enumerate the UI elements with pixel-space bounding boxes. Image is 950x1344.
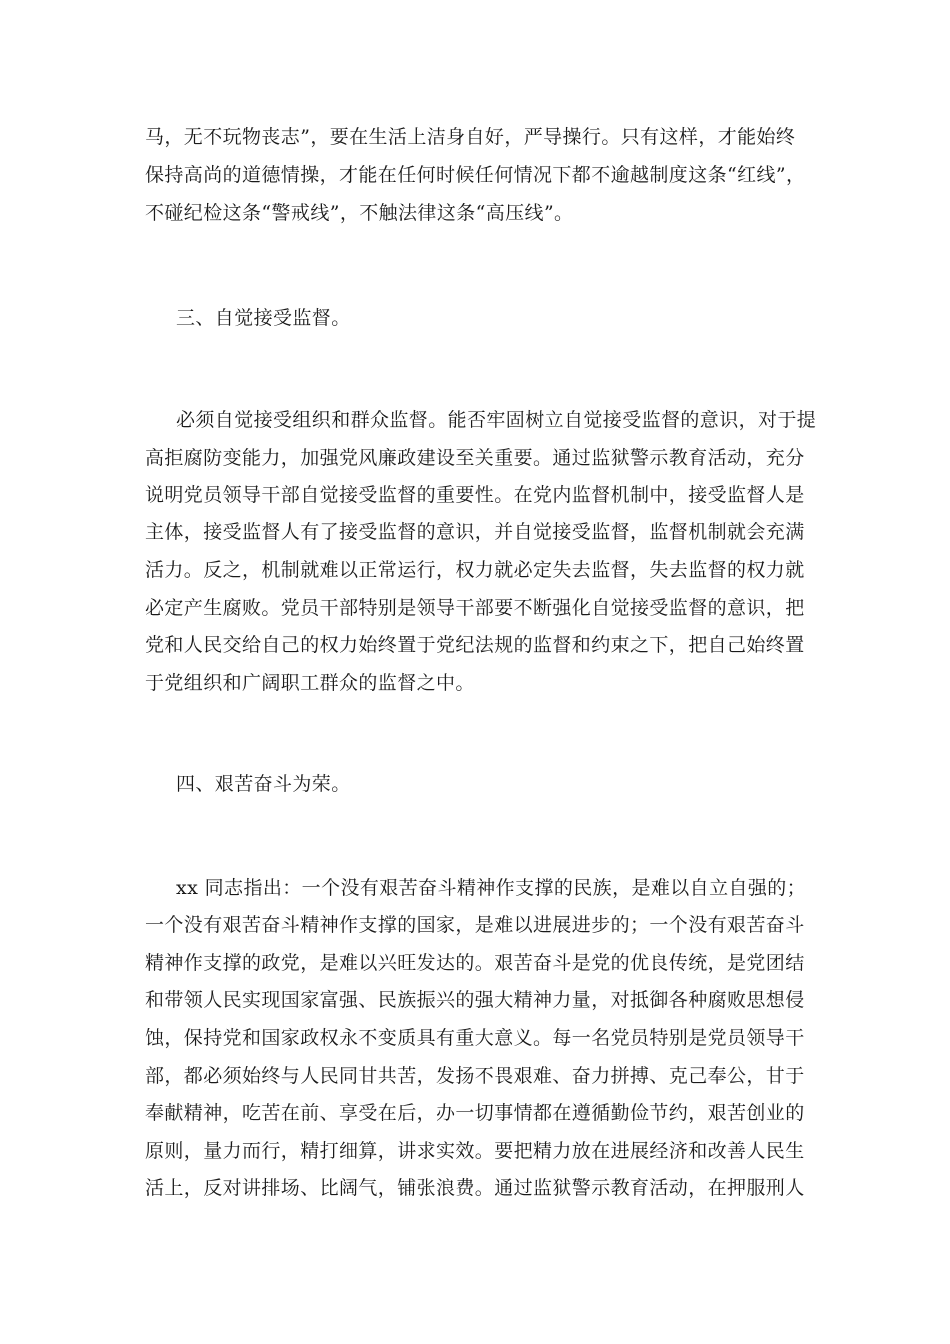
section-heading: 四、艰苦奋斗为荣。 — [176, 773, 351, 795]
paragraph-line: 于党组织和广阔职工群众的监督之中。 — [145, 672, 475, 694]
paragraph-line: 一个没有艰苦奋斗精神作支撑的国家，是难以进展进步的；一个没有艰苦奋斗 — [145, 914, 805, 936]
paragraph-line: 活力。反之，机制就难以正常运行，权力就必定失去监督，失去监督的权力就 — [145, 559, 805, 581]
paragraph-line: 不碰纪检这条“警戒线”，不触法律这条“高压线”。 — [145, 202, 574, 224]
paragraph-line: xx 同志指出：一个没有艰苦奋斗精神作支撑的民族，是难以自立自强的； — [176, 877, 807, 899]
paragraph-line: 主体，接受监督人有了接受监督的意识，并自觉接受监督，监督机制就会充满 — [145, 521, 805, 543]
paragraph-line: 保持高尚的道德情操，才能在任何时候任何情况下都不逾越制度这条“红线”， — [145, 164, 806, 186]
paragraph-line: 马，无不玩物丧志”，要在生活上洁身自好，严导操行。只有这样，才能始终 — [145, 126, 796, 148]
paragraph-line: 和带领人民实现国家富强、民族振兴的强大精神力量，对抵御各种腐败思想侵 — [145, 989, 805, 1011]
paragraph-line: 原则，量力而行，精打细算，讲求实效。要把精力放在进展经济和改善人民生 — [145, 1140, 805, 1162]
paragraph-line: 必须自觉接受组织和群众监督。能否牢固树立自觉接受监督的意识，对于提 — [176, 409, 817, 431]
paragraph-line: 精神作支撑的政党，是难以兴旺发达的。艰苦奋斗是党的优良传统，是党团结 — [145, 952, 805, 974]
paragraph-line: 党和人民交给自己的权力始终置于党纪法规的监督和约束之下，把自己始终置 — [145, 634, 805, 656]
paragraph-line: 蚀，保持党和国家政权永不变质具有重大意义。每一名党员特别是党员领导干 — [145, 1027, 805, 1049]
paragraph-line: 说明党员领导干部自觉接受监督的重要性。在党内监督机制中，接受监督人是 — [145, 484, 805, 506]
paragraph-line: 活上，反对讲排场、比阔气，铺张浪费。通过监狱警示教育活动，在押服刑人 — [145, 1177, 805, 1199]
paragraph-line: 高拒腐防变能力，加强党风廉政建设至关重要。通过监狱警示教育活动，充分 — [145, 447, 805, 469]
paragraph-line: 部，都必须始终与人民同甘共苦，发扬不畏艰难、奋力拼搏、克己奉公，甘于 — [145, 1065, 805, 1087]
section-heading: 三、自觉接受监督。 — [176, 307, 351, 329]
paragraph-line: 必定产生腐败。党员干部特别是领导干部要不断强化自觉接受监督的意识，把 — [145, 597, 805, 619]
paragraph-line: 奉献精神，吃苦在前、享受在后，办一切事情都在遵循勤俭节约，艰苦创业的 — [145, 1102, 805, 1124]
